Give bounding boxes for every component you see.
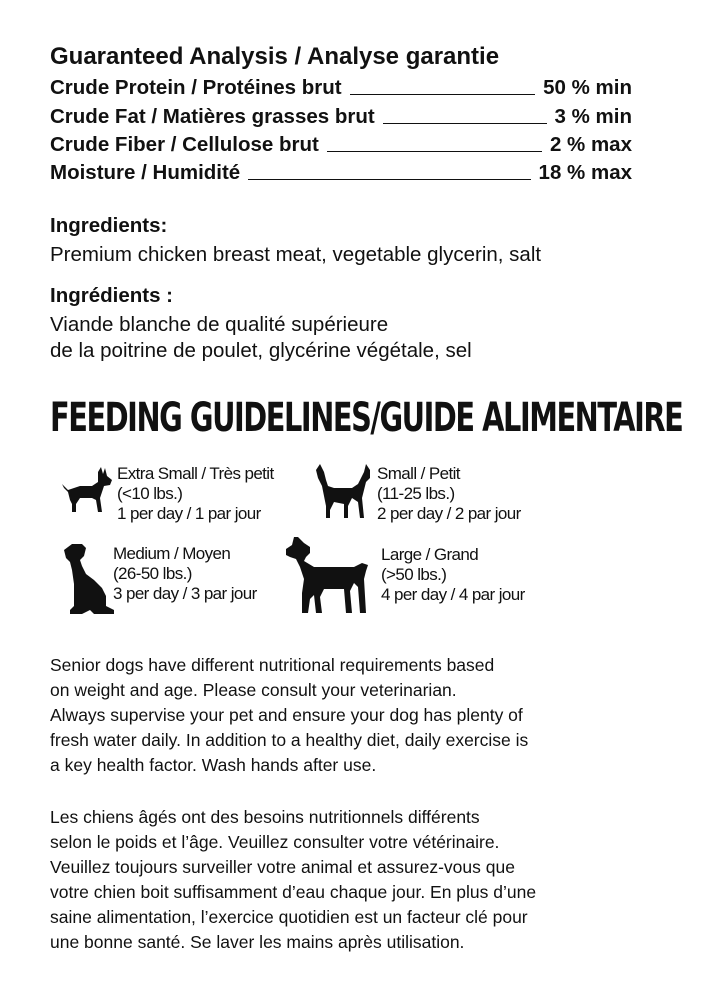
ingredients-heading-fr: Ingrédients : (50, 284, 174, 307)
ingredients-line: Viande blanche de qualité supérieure (50, 313, 389, 336)
size-amount: 3 per day / 3 par jour (113, 584, 257, 603)
analysis-row-moisture (50, 157, 632, 185)
analysis-row-protein (50, 72, 632, 100)
analysis-value: 18 % max (538, 161, 632, 184)
small-dog-icon (58, 464, 114, 516)
notes-en (50, 653, 528, 778)
analysis-label: Crude Fiber / Cellulose brut (50, 133, 319, 156)
notes-line: Les chiens âgés ont des besoins nutritionnels différents (50, 807, 480, 827)
size-weight: (<10 lbs.) (117, 484, 183, 503)
size-name: Extra Small / Très petit (117, 464, 274, 483)
leader-line (248, 179, 530, 180)
notes-line: Senior dogs have different nutritional requirements based (50, 655, 495, 675)
standing-dog-icon (312, 460, 374, 522)
analysis-label: Crude Fat / Matières grasses brut (50, 105, 375, 128)
ingredients-line: Premium chicken breast meat, vegetable glycerin, salt (50, 243, 542, 266)
analysis-value: 50 % min (543, 76, 632, 99)
size-name: Medium / Moyen (113, 544, 231, 563)
small-dog-icon-svg (58, 464, 114, 516)
notes-line: une bonne santé. Se laver les mains après utilisation. (50, 932, 465, 952)
analysis-value: 2 % max (549, 133, 632, 156)
sitting-dog-icon-svg (60, 540, 116, 618)
feeding-large (381, 545, 525, 605)
leader-line (383, 123, 547, 124)
analysis-title: Guaranteed Analysis / Analyse garantie (50, 43, 500, 70)
ingredients-text-fr (50, 312, 472, 364)
notes-line: selon le poids et l’âge. Veuillez consulter votre vétérinaire. (50, 832, 500, 852)
notes-line: a key health factor. Wash hands after use. (50, 755, 377, 775)
feeding-title: FEEDING GUIDELINES/GUIDE ALIMENTAIRE (50, 395, 683, 441)
ingredients-text-en (50, 242, 541, 268)
size-amount: 1 per day / 1 par jour (117, 504, 261, 523)
analysis-row-fat (50, 101, 632, 129)
size-amount: 2 per day / 2 par jour (377, 504, 521, 523)
feeding-extra-small (117, 464, 274, 524)
feeding-medium (113, 544, 257, 604)
size-weight: (26-50 lbs.) (113, 564, 192, 583)
notes-line: Always supervise your pet and ensure your dog has plenty of (50, 705, 523, 725)
size-weight: (11-25 lbs.) (377, 484, 455, 503)
size-name: Large / Grand (381, 545, 479, 564)
ingredients-line: de la poitrine de poulet, glycérine végétale, sel (50, 339, 472, 362)
large-dog-icon-svg (284, 535, 384, 617)
notes-line: votre chien boit suffisamment d’eau chaque jour. En plus d’une (50, 882, 537, 902)
notes-line: on weight and age. Please consult your veterinarian. (50, 680, 457, 700)
leader-line (350, 94, 536, 95)
size-amount: 4 per day / 4 par jour (381, 585, 525, 604)
notes-line: saine alimentation, l’exercice quotidien est un facteur clé pour (50, 907, 528, 927)
size-weight: (>50 lbs.) (381, 565, 447, 584)
notes-line: Veuillez toujours surveiller votre animal et assurez-vous que (50, 857, 515, 877)
size-name: Small / Petit (377, 464, 460, 483)
ingredients-heading-en: Ingredients: (50, 214, 168, 237)
analysis-label: Crude Protein / Protéines brut (50, 76, 342, 99)
analysis-label: Moisture / Humidité (50, 161, 241, 184)
leader-line (327, 151, 542, 152)
analysis-value: 3 % min (554, 105, 632, 128)
notes-fr (50, 805, 536, 955)
sitting-dog-icon (60, 540, 116, 618)
analysis-row-fiber (50, 129, 632, 157)
large-dog-icon (284, 535, 384, 617)
feeding-small (377, 464, 521, 524)
notes-line: fresh water daily. In addition to a healthy diet, daily exercise is (50, 730, 529, 750)
standing-dog-icon-svg (312, 460, 374, 522)
